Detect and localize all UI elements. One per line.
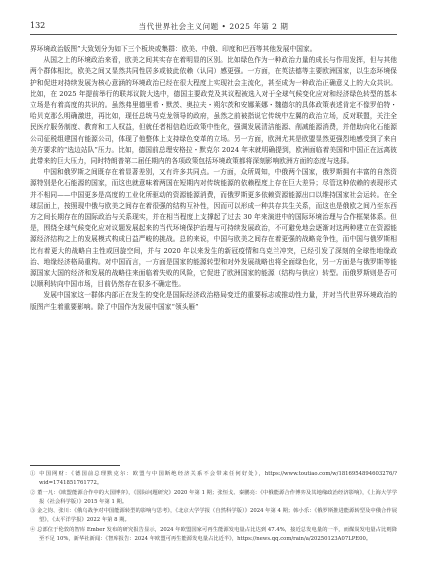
paragraph-2: 从国之上的环境政治来看，欧美之间其实存在着明显的区别。比如绿色作为一种政治力量的成长与作用发挥，但与其他两个群体相比，欧美之间又显然共同性居多或彼此依赖（认同）感更强。一方面，在英法德等主要欧洲国家，以生态环境保护和促进对持续发展为核心意涵的环境政治已经在很大程度上实现社会主流化，甚至成为一种政治正确意义上的大众共识。比如，在 2025 年提前举行的联邦议院大选中，德国主要政党及其议程被选入对于全球气候变化应对和经济绿色转型的基本立场是有着高度的共识的。虽然弗里德里希・默茨、奥拉夫・朔尔茨和安娜莱娜・魏德尔的具体政策表述肯定不像罗伯特・哈贝克那么明确激进，再比如，现任总统马克龙领导的政府，虽然之前被指说它传统中左翼的政治立场，反对联盟，关注全民医疗服务制度、教育和工人权益，但就任者相信趋近政策中性化，强调发展清洁能源、削减能源消费，并借助向化石能源公司征税组建国有能源公司，体现了他整体上支持绿色变革的立场。另一方面，欧洲尤其是欧盟显然更强烈地感受到了来自美方要求的“选边站队”压力。比如，德国前总理安格拉・默克尔 2024 年末就明确提到，欧洲面临着美国和中国正在远离彼此带来的巨大压力，同时特朗普第二届任期内的各项政策包括环境政策都将深刻影响欧洲方面的态度与选择。 <box>30 56 397 166</box>
article-body <box>30 44 397 313</box>
footnote-1: ① 中国网财：《德国前总理默克尔：欧盟与中国断绝经济关系不会带来任何好处》，https://www.toutiao.com/w/1816954894603276/?wid=1741851761772。 <box>30 471 397 487</box>
paragraph-1: 界环境政治版图”大致划分为如下三个板块或集群：欧美、中俄、印度和巴西等其他发展中国家。 <box>30 45 317 53</box>
footnote-2: ② 董一凡：《欧盟能源合作中的大国博弈》，《国际问题研究》2020 年第 1 期；张恒戈、秦鹏亮：《中俄能源合作博弈及其地缘政治经济影响》，《上海大学学报（社会科学版）》2015 年第 1 期。 <box>30 489 397 505</box>
footnote-4: ④ 总部位于伦敦的智库 Ember 发布的研究报告显示，2024 年欧盟国家可再生能源发电量占比达到 47.4%，接近总发电量的一半，而煤炭发电量占比则降至不足 10%，新华社新闻：《智库报告：2024 年欧盟可再生能源发电量占比近半》，https://news.qq.com/rain/a/20250123A07LPE00。 <box>30 526 397 543</box>
page-header <box>30 20 397 35</box>
footnote-divider <box>30 465 120 466</box>
footnote-3: ③ 金之钧、张川：《俄乌战争对中国能源转型的影响与思考》，《北京大学学报（自然科学版）》2024 年第 4 期；韩小乐：《俄罗斯推进能源转型及中俄合作展望》，《太平洋学报》2022 年第 8 期。 <box>30 508 397 524</box>
paragraph-4: 发展中国家这一群体内部正在发生的变化是国际经济政治格局变迁的重要标志或推动性力量，并对当代世界环境政治的版图产生着重要影响。除了中国作为发展中国家“领头雁” <box>30 291 397 311</box>
page-number: 132 <box>30 21 46 30</box>
running-title: 当代世界社会主义问题 • 2025 年第 2 期 <box>138 22 289 31</box>
footnotes <box>30 470 397 544</box>
paragraph-3: 中国和俄罗斯之间既存在着显著差别，又有许多共同点。一方面，众所周知，中俄两个国家，俄罗斯拥有丰富的自然资源特别是化石能源的国家，而这也就意味着两国在短期内对传统能源的依赖程度上存在巨大差异；尽管这种依赖的表现形式并不相同——中国更多是高度的工业化所驱动的资源能源消费，而俄罗斯更多依赖资源能源出口以维持国家社会运转。在全球层面上，按照现中俄与欧美之间存在着很强的结构互补性，因而可以形成一种共存共生关系，而这也是俄欧之间乃至东西方之间长期存在的国际政治与关系现实，并在相当程度上支撑起了过去 30 年来演进中的国际环境治理与合作框架体系。但是，围绕全球气候变化应对议题发展起来的当代环境保护治理与可持续发展政治，不可避免地会逐渐对这两种建立在资源能源经济结构之上的发展模式构成日益严峻的挑战。总的来说，中国与欧美之间存在着更强的战略竞争性，而中国与俄罗斯相比有着更大的战略自主性或回旋空间，并与 2020 年以来发生的新冠疫情和乌克兰冲突，已经引发了深刻的全球性地缘政治、地缘经济格局重构。对中国而言，一方面是国家的能源转型和对外发展战略也将全面绿色化，另一方面是与俄罗斯等能源国家大国的经济和发展的战略往来面临着失败的风险，它促进了欧洲国家的能源（结构与供应）转型。而俄罗斯则是否可以顺利转向中国市场，目前仍然存在很多不确定性。 <box>30 168 397 289</box>
